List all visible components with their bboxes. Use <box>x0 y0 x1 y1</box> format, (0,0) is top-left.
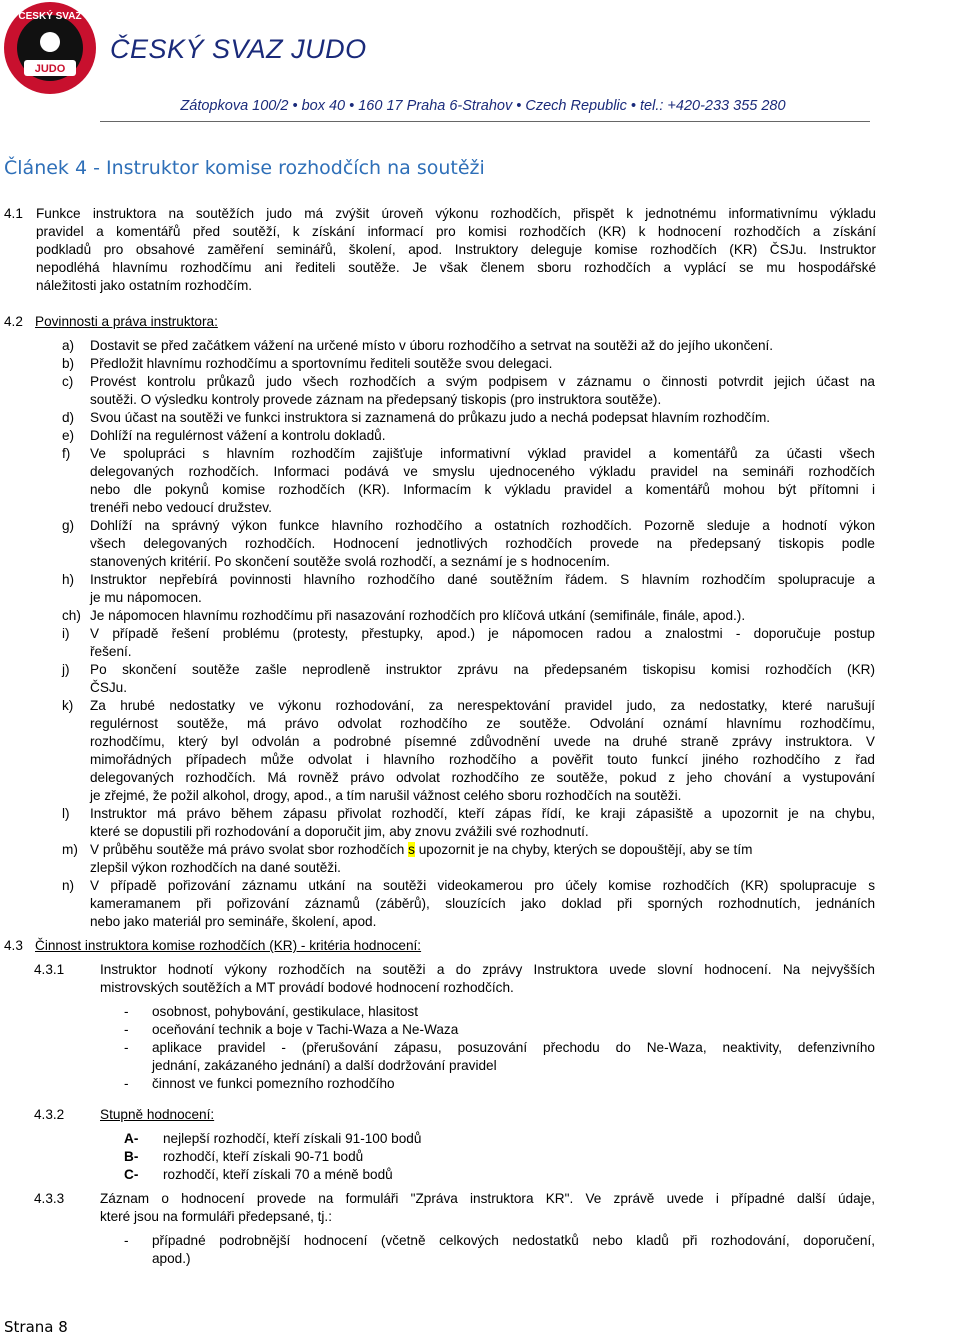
header-divider <box>100 121 870 122</box>
bullet-text: aplikace pravidel - (přerušování zápasu, posuzování přechodu do Ne-Waza, neaktivity, defenzivního <box>152 1040 875 1055</box>
subsection-4-3-2-number: 4.3.2 <box>34 1107 65 1122</box>
item-line: Dohlíží na správný výkon funkce hlavního rozhodčího a ostatních rozhodčích. Pozorně sleduje a hodnotí výkon <box>90 518 875 533</box>
item-line <box>90 841 752 859</box>
item-line: nebo dle pokynů komise rozhodčích (KR). Informacím k výkladu pravidel a komentářů mohou být přítomni i <box>90 482 875 497</box>
bullet-text: osobnost, pohybování, gestikulace, hlasitost <box>152 1004 419 1019</box>
item-line: delegovaných rozhodčích. Má rovněž právo odvolat rozhodčího ze soutěže, pokud z jeho chování a vystupování <box>90 770 875 785</box>
bullet-dash: - <box>124 1040 129 1055</box>
item-line: Instruktor nepřebírá povinnosti hlavního rozhodčího dané soutěžním řádem. S hlavním rozhodčím spolupracuje a <box>90 572 875 587</box>
item-line: všech delegovaných rozhodčích. Hodnocení jednotlivých rozhodčích provede na předepsaný tiskopis podle <box>90 536 875 551</box>
item-mark: g) <box>62 518 75 533</box>
item-mark: a) <box>62 338 75 353</box>
item-mark: c) <box>62 374 74 389</box>
grade-text: nejlepší rozhodčí, kteří získali 91-100 bodů <box>163 1131 422 1146</box>
item-line: nebo jako materiál pro semináře, školení, apod. <box>90 914 377 929</box>
logo-text-top: ČESKÝ SVAZ <box>18 11 82 22</box>
section-4-2-number: 4.2 <box>4 314 23 329</box>
item-line: rozhodčímu, který byl odvolán a podrobné písemné zdůvodnění uvede na druhé straně zprávy instruktora. V <box>90 734 875 749</box>
item-mark: d) <box>62 410 75 425</box>
item-mark: l) <box>62 806 70 821</box>
item-m-text-before: V průběhu soutěže má právo svolat sbor rozhodčích <box>90 842 409 857</box>
grade-letter: C- <box>124 1167 139 1182</box>
subsection-4-3-3-number: 4.3.3 <box>34 1191 65 1206</box>
item-line: Provést kontrolu průkazů judo všech rozhodčích a svým podpisem v záznamu o činnosti potvrdit jejich účast na <box>90 374 875 389</box>
item-line: Dohlíží na regulérnost vážení a kontrolu dokladů. <box>90 428 386 443</box>
org-name: ČESKÝ SVAZ JUDO <box>110 34 367 64</box>
item-line: Po skončení soutěže zašle neprodleně instruktor zprávu na předepsaném tiskopisu komisi rozhodčích (KR) <box>90 662 875 677</box>
logo-sun <box>40 32 60 52</box>
bullet-dash: - <box>124 1022 129 1037</box>
item-m-highlight: s <box>408 842 415 857</box>
item-line: Svou účast na soutěži ve funkci instruktora si zaznamená do průkazu judo a nechá podepsat hlavním rozhodčím. <box>90 410 771 425</box>
item-line: regulérnost soutěže, má právo odvolat rozhodčího ze soutěže. Odvolání oznámí hlavnímu rozhodčímu, <box>90 716 875 731</box>
logo-text-bottom: JUDO <box>34 63 66 75</box>
item-line: Dostavit se před začátkem vážení na určené místo v úboru rozhodčího a setrvat na soutěži až do jejího ukončení. <box>90 338 774 353</box>
csju-logo <box>2 0 98 96</box>
p431-line: Instruktor hodnotí výkony rozhodčích na soutěži a do zprávy Instruktora uvede slovní hodnocení. Na nejvyšších <box>100 962 875 977</box>
item-line: je zřejmé, že požil alkohol, drogy, apod., a tím narušil vážnost celého sboru rozhodčích na soutěži. <box>90 788 682 803</box>
item-line: V případě řešení problému (protesty, přestupky, apod.) je nápomocen radou a znalostmi - doporučuje postup <box>90 626 875 641</box>
section-4-2-title: Povinnosti a práva instruktora: <box>35 314 218 329</box>
bullet-text: případné podrobnější hodnocení (včetně celkových nedostatků nebo kladů při rozhodování, doporučení, <box>152 1233 875 1248</box>
item-line: V případě pořizování záznamu utkání na soutěži videokamerou pro účely komise rozhodčích (KR) spolupracuje s <box>90 878 875 893</box>
p431-line: mistrovských soutěžích a MT provádí bodové hodnocení rozhodčích. <box>100 980 514 995</box>
item-line: Za hrubé nedostatky ve výkonu rozhodování, za nerespektování pravidel judo, za nedostatky, které narušují <box>90 698 875 713</box>
item-mark: m) <box>62 842 78 857</box>
s41-line: pravidel a komentářů před soutěží, k získání informací pro komisi rozhodčích (KR) k hodnocení rozhodčích a získání <box>36 224 876 239</box>
bullet-dash: - <box>124 1076 129 1091</box>
bullet-dash: - <box>124 1004 129 1019</box>
item-line: je mu nápomocen. <box>90 590 202 605</box>
p433-line: Záznam o hodnocení provede na formuláři "Zpráva instruktora KR". Ve zprávě uvede i případné další údaje, <box>100 1191 875 1206</box>
bullet-text: jednání, zakázaného jednání) a další dodržování pravidel <box>152 1058 497 1073</box>
item-mark: i) <box>62 626 70 641</box>
bullet-text: apod.) <box>152 1251 191 1266</box>
item-line: trenéři nebo vedoucí družstev. <box>90 500 272 515</box>
grade-letter: B- <box>124 1149 139 1164</box>
item-mark: j) <box>62 662 70 677</box>
item-line: Instruktor má právo během zápasu přivolat rozhodčí, kteří zápas řídí, ke kraji zápasiště a upozornit je na chybu, <box>90 806 875 821</box>
item-line: které se dopustili při rozhodování a doporučit jim, aby znovu zvážili své rozhodnutí. <box>90 824 589 839</box>
item-m-text-after: upozornit je na chyby, kterých se dopouštějí, aby se tím <box>414 842 753 857</box>
item-mark: k) <box>62 698 74 713</box>
item-line: delegovaných rozhodčích. Informaci podává ve smyslu ujednoceného výkladu pravidel na semináři rozhodčích <box>90 464 875 479</box>
item-line: ČSJu. <box>90 680 128 695</box>
item-mark: f) <box>62 446 71 461</box>
item-line: stanovených kritérií. Po skončení soutěže svolá rozhodčí, a seznámí je s hodnocením. <box>90 554 610 569</box>
item-line: řešení. <box>90 644 132 659</box>
article-title: Článek 4 - Instruktor komise rozhodčích na soutěži <box>4 157 485 179</box>
s41-line: Funkce instruktora na soutěžích judo má zvýšit úroveň výkonu rozhodčích, přispět k jednotnému informativnímu výkladu <box>36 206 876 221</box>
grade-text: rozhodčí, kteří získali 70 a méně bodů <box>163 1167 393 1182</box>
item-line: Předložit hlavnímu rozhodčímu a sportovnímu řediteli soutěže svou delegaci. <box>90 356 553 371</box>
page-number: Strana 8 <box>4 1318 68 1336</box>
item-line: mimořádných případech může odvolat i hlavního rozhodčího a pověřit touto funkcí jiného rozhodčího z řad <box>90 752 875 767</box>
item-mark: ch) <box>62 608 81 623</box>
bullet-dash: - <box>124 1233 129 1248</box>
item-line: Je nápomocen hlavnímu rozhodčímu při nasazování rozhodčích pro klíčová utkání (semifinále, finále, apod.). <box>90 608 746 623</box>
s41-line: náležitosti jako ostatním rozhodčím. <box>36 278 253 293</box>
s41-line: nepodléhá hlavnímu rozhodčímu ani řediteli soutěže. Je však členem sboru rozhodčích a vyplácí se mu hospodářské <box>36 260 876 275</box>
bullet-text: činnost ve funkci pomezního rozhodčího <box>152 1076 395 1091</box>
grade-text: rozhodčí, kteří získali 90-71 bodů <box>163 1149 364 1164</box>
item-mark: b) <box>62 356 75 371</box>
p433-line: které jsou na formuláři předepsané, tj.: <box>100 1209 332 1224</box>
item-line: kameramanem při pořizování záznamů (záběrů), slouzících jako doklad při sporných rozhodnutích, jednáních <box>90 896 875 911</box>
section-4-3-number: 4.3 <box>4 938 23 953</box>
item-mark: e) <box>62 428 75 443</box>
grade-letter: A- <box>124 1131 139 1146</box>
section-4-3-title: Činnost instruktora komise rozhodčích (KR) - kritéria hodnocení: <box>35 938 422 953</box>
item-mark: h) <box>62 572 75 587</box>
item-line: Ve spolupráci s hlavním rozhodčím zajišťuje informativní výklad pravidel a komentářů za účasti všech <box>90 446 875 461</box>
s41-line: podkladů pro obsahové zaměření seminářů, školení, apod. Instruktory deleguje komise rozhodčích (KR) ČSJu. Instruktor <box>36 242 876 257</box>
bullet-text: oceňování technik a boje v Tachi-Waza a Ne-Waza <box>152 1022 459 1037</box>
subsection-4-3-1-number: 4.3.1 <box>34 962 65 977</box>
org-address: Zátopkova 100/2 • box 40 • 160 17 Praha 6-Strahov • Czech Republic • tel.: +420-233 355 280 <box>180 98 786 114</box>
item-line: zlepšil výkon rozhodčích na dané soutěži. <box>90 860 341 875</box>
section-4-1-number: 4.1 <box>4 206 23 221</box>
subsection-4-3-2-title: Stupně hodnocení: <box>100 1107 215 1122</box>
item-line: soutěži. O výsledku kontroly provede záznam na předepsaný tiskopis (pro instruktora soutěže). <box>90 392 662 407</box>
item-mark: n) <box>62 878 75 893</box>
